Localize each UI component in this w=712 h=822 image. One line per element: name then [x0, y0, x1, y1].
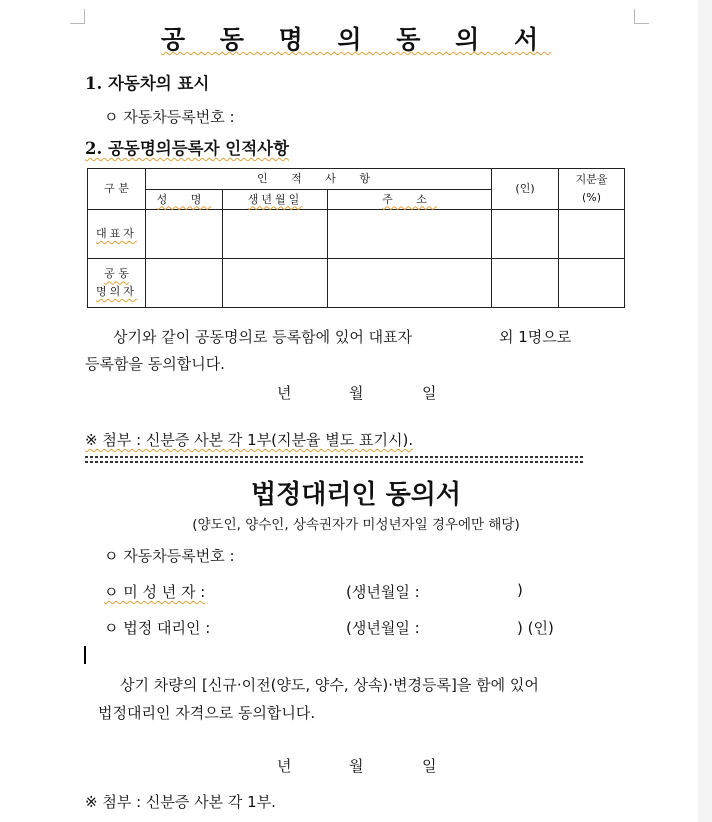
section1-heading: 1. 자동차의 표시 [85, 74, 210, 93]
header-address-text: 주 소 [382, 192, 437, 206]
guardian-vehicle-registration-label: ㅇ 자동차등록번호 : [104, 547, 235, 565]
row-label-joint-line2: 명의자 [96, 285, 137, 298]
guardian-consent-line2 [98, 702, 315, 723]
section-divider [85, 456, 585, 463]
header-share-line2: (%) [581, 191, 602, 204]
cell-rep-share[interactable] [559, 210, 625, 259]
guardian-date-month: 월 [349, 757, 364, 775]
section2-heading [85, 135, 289, 159]
minor-birthdate-close: ) [517, 581, 523, 599]
cell-joint-name[interactable] [146, 259, 223, 308]
minor-label [104, 581, 205, 602]
header-share [559, 169, 625, 210]
guardian-consent-line1 [120, 674, 539, 695]
guardian-date-year: 년 [277, 757, 292, 775]
vehicle-registration-number-label: ㅇ 자동차등록번호 : [104, 108, 235, 126]
row-label-joint-owner [88, 259, 146, 308]
consent-title-text: 공 동 명 의 동 의 서 [160, 25, 552, 54]
consent-statement-line1b: 외 1명으로 [499, 328, 572, 346]
cell-joint-address[interactable] [328, 259, 492, 308]
cell-rep-birthdate[interactable] [223, 210, 328, 259]
guardian-birthdate-label: (생년월일 : [346, 619, 420, 637]
guardian-attachment-note: ※ 첨부 : 신분증 사본 각 1부. [85, 793, 276, 811]
minor-birthdate-label: (생년월일 : [346, 583, 420, 601]
header-share-line1: 지분율 [575, 173, 608, 187]
guardian-consent-line2-text: 법정대리인 자격으로 동의합니다. [98, 704, 316, 722]
consent-statement-line1a: 상기와 같이 공동명의로 등록함에 있어 대표자 [113, 328, 413, 346]
guardian-form-title: 법정대리인 동의서 [251, 480, 461, 510]
consent-attachment-text: ※ 첨부 : 신분증 사본 각 1부(지분율 별도 표기시). [85, 431, 414, 449]
date-year: 년 [277, 384, 292, 402]
header-seal: (인) [492, 169, 559, 210]
header-name-text: 성 명 [156, 192, 212, 206]
table-row-joint-owner [88, 259, 625, 308]
guardian-date-day: 일 [422, 757, 437, 775]
joint-registrant-table [87, 168, 625, 308]
header-category: 구 분 [88, 169, 146, 210]
page-edge [698, 0, 712, 822]
text-cursor [84, 646, 86, 664]
header-birthdate [223, 190, 328, 210]
cell-joint-birthdate[interactable] [223, 259, 328, 308]
consent-form-title [0, 20, 712, 56]
section2-heading-text: 2. 공동명의등록자 인적사항 [85, 139, 290, 158]
header-address [328, 190, 492, 210]
guardian-consent-line1-text: 상기 차량의 [신규·이전(양도, 양수, 상속)·변경등록]을 함에 있어 [120, 676, 539, 694]
cell-rep-name[interactable] [146, 210, 223, 259]
cell-rep-seal[interactable] [492, 210, 559, 259]
date-month: 월 [349, 384, 364, 402]
row-label-joint-line1: 공 동 [104, 267, 129, 281]
row-label-representative-text: 대표자 [96, 227, 137, 241]
legal-guardian-label: ㅇ 법정 대리인 : [104, 619, 211, 637]
header-personal-info: 인 적 사 항 [146, 169, 492, 190]
guardian-form-subtitle: (양도인, 양수인, 상속권자가 미성년자일 경우에만 해당) [192, 517, 520, 533]
consent-statement-line2: 등록함을 동의합니다. [85, 355, 225, 373]
table-row-representative [88, 210, 625, 259]
date-day: 일 [422, 384, 437, 402]
cell-rep-address[interactable] [328, 210, 492, 259]
cell-joint-seal[interactable] [492, 259, 559, 308]
consent-attachment-note [85, 429, 413, 450]
guardian-birthdate-close-seal: ) (인) [517, 619, 554, 637]
row-label-representative [88, 210, 146, 259]
cell-joint-share[interactable] [559, 259, 625, 308]
header-name [146, 190, 223, 210]
minor-label-text: ㅇ 미 성 년 자 : [104, 583, 206, 601]
header-birthdate-text: 생년월일 [247, 192, 303, 206]
